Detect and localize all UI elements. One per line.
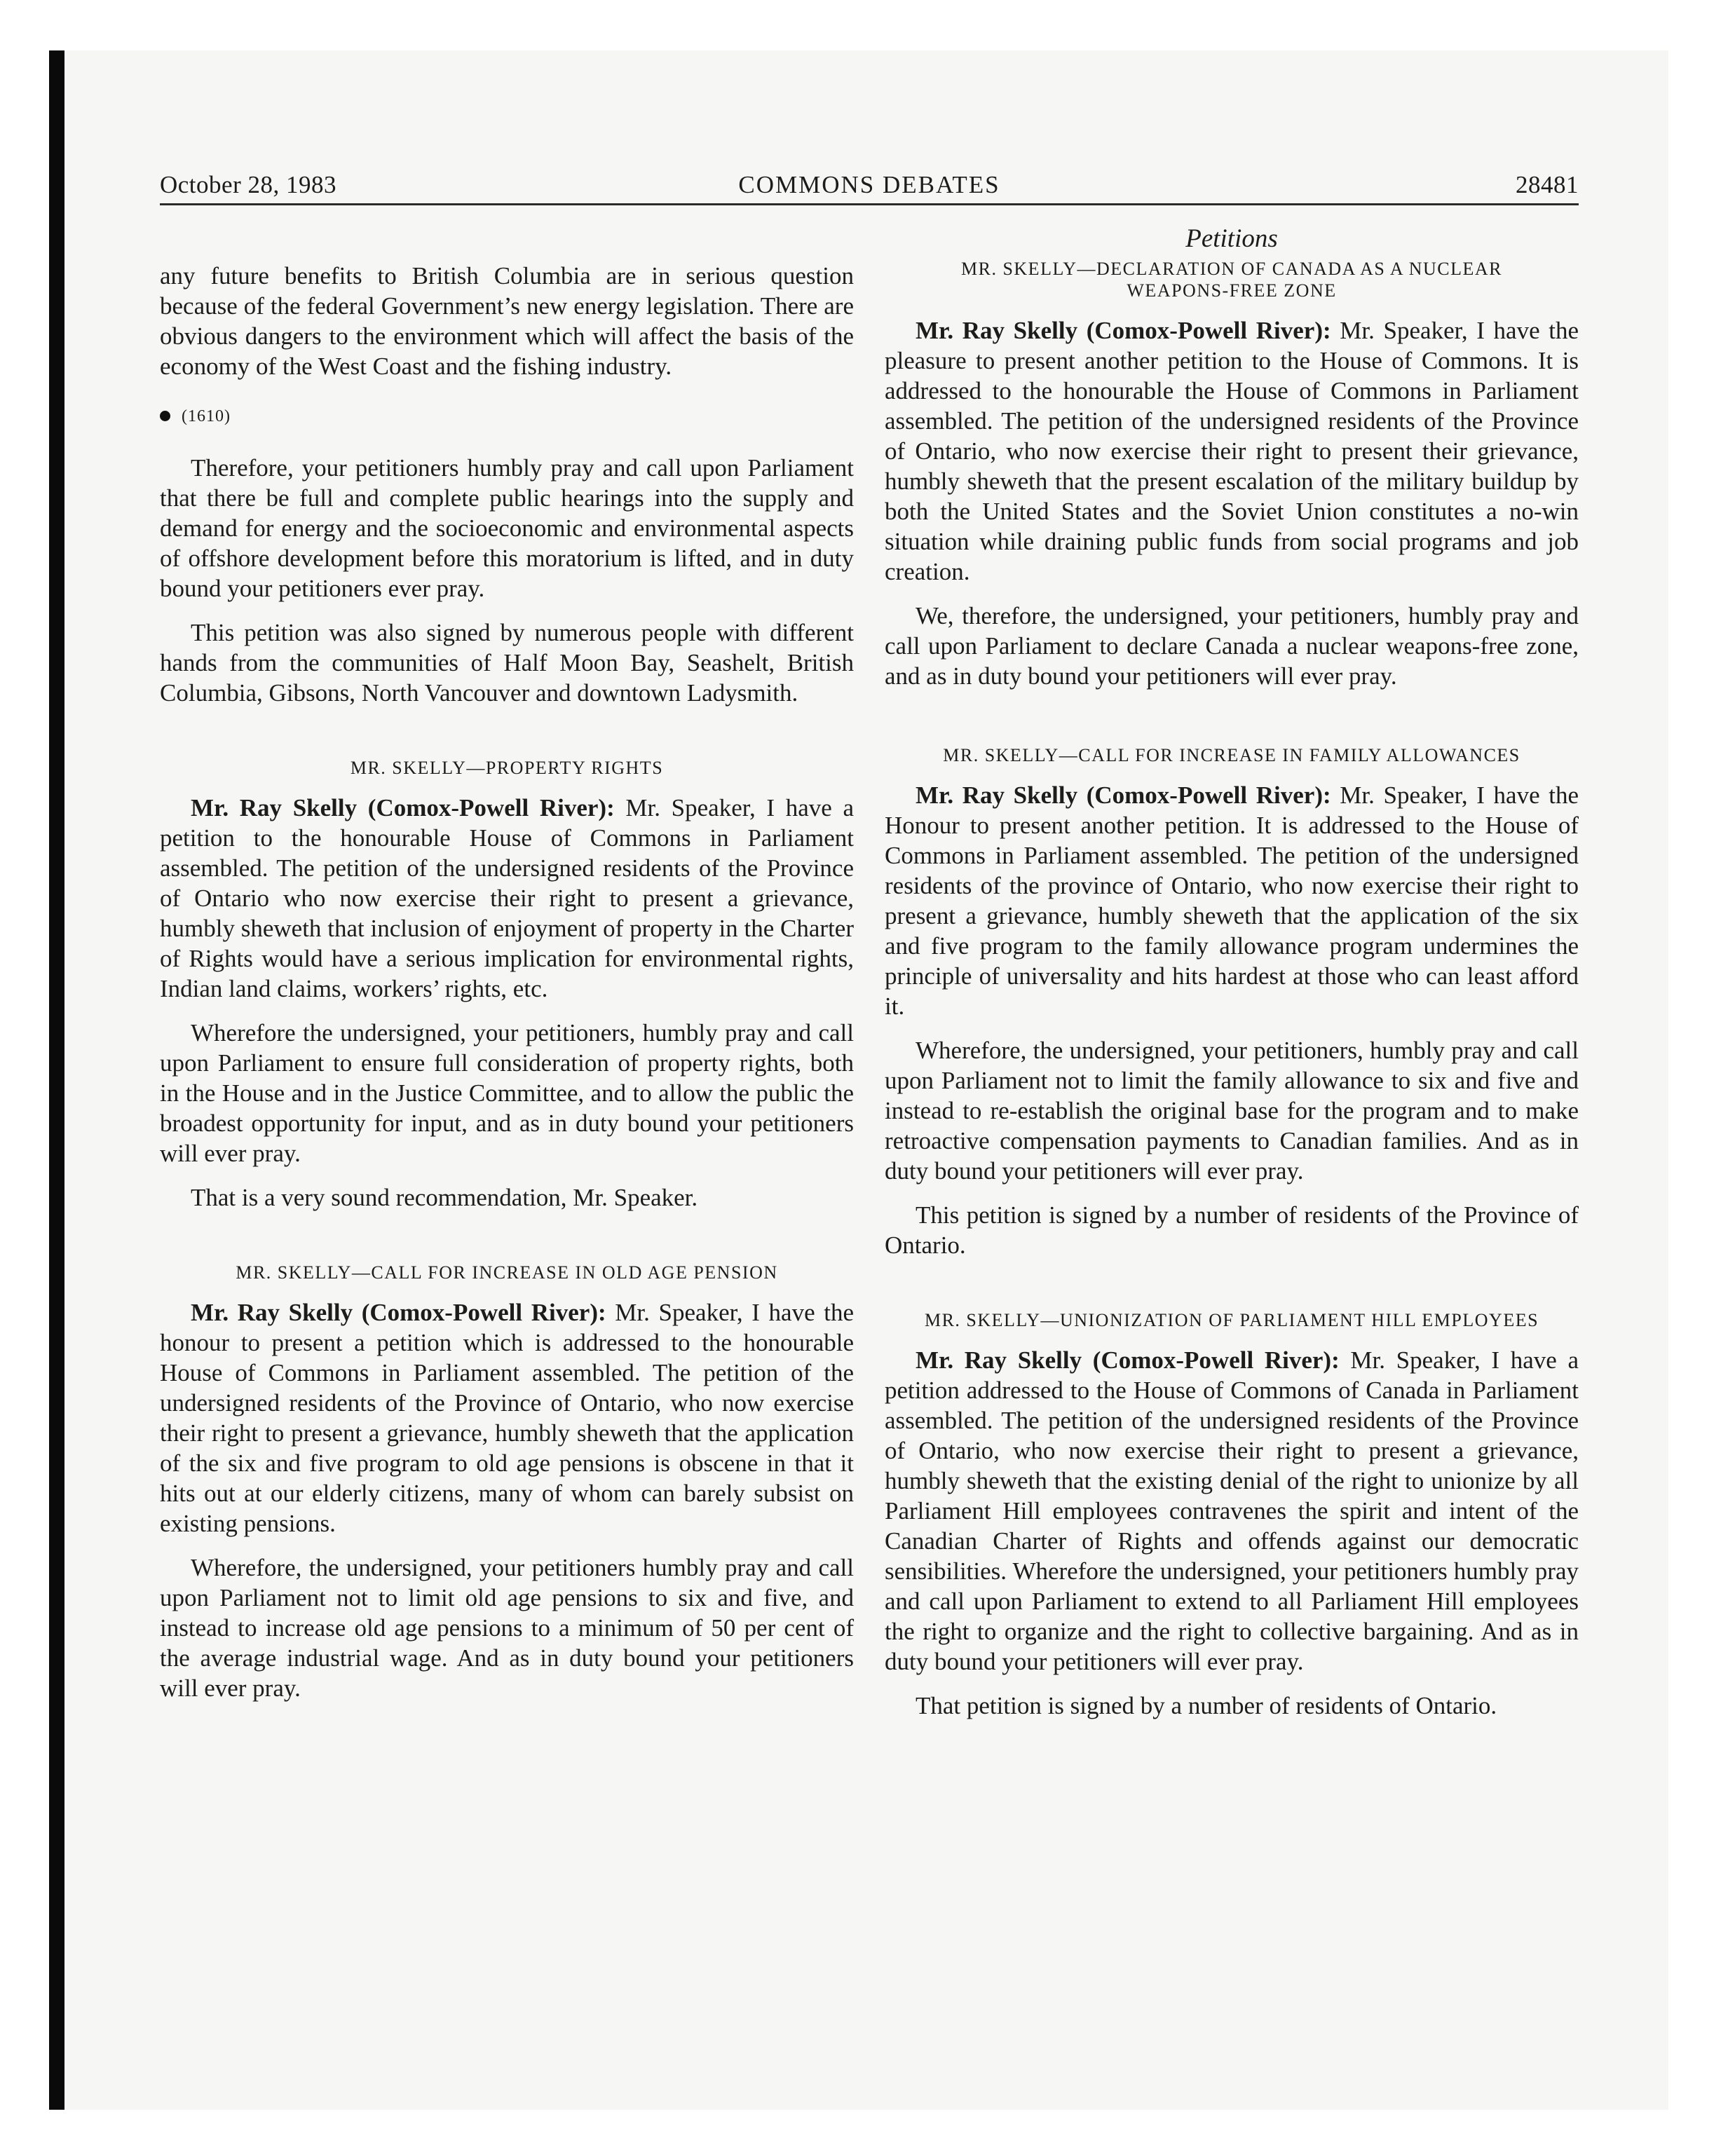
paragraph — [885, 780, 1579, 1021]
paragraph: This petition was also signed by numerous people with different hands from the communities of Half Moon Bay, Seashelt, British Columbia, Gibsons, North Vancouver and downtown Ladysmith. — [160, 619, 854, 707]
timestamp — [160, 402, 854, 430]
speaker-name: Mr. Ray Skelly (Comox-Powell River): — [916, 1346, 1340, 1374]
paragraph: Wherefore, the undersigned, your petitioners, humbly pray and call upon Parliament not to limit the family allowance to six and five and instead to re-establish the original base for the program and to make retroactive compensation payments to Canadian families. And as in duty bound your petitioners will ever pray. — [885, 1037, 1579, 1185]
header-title: COMMONS DEBATES — [738, 171, 1000, 198]
speech-text: Mr. Speaker, I have the honour to present a petition which is addressed to the honourable House of Commons in Parliament assembled. The petition of the undersigned residents of the Province of Ontario, who now exercise their right to present a grievance, humbly sheweth that the application of the six and five program to old age pensions is obscene in that it hits out at our elderly citizens, many of whom can barely subsist on existing pensions. — [160, 1299, 855, 1537]
bullet-icon — [160, 411, 170, 421]
speech-text: Mr. Speaker, I have a petition to the honourable House of Commons in Parliament assembled. The petition of the undersigned residents of the Province of Ontario who now exercise their right to present a grievance, humbly sheweth that inclusion of enjoyment of property in the Charter of Rights would have a serious implication for environmental rights, Indian land claims, workers’ rights, etc. — [160, 794, 855, 1002]
paragraph — [160, 793, 854, 1004]
timestamp-text: (1610) — [182, 407, 231, 425]
section-rubric: MR. SKELLY—UNIONIZATION OF PARLIAMENT HILL EMPLOYEES — [924, 1310, 1539, 1330]
paragraph: Therefore, your petitioners humbly pray and call upon Parliament that there be full and complete public hearings into the supply and demand for energy and the socioeconomic and environmental aspects of offshore development before this moratorium is lifted, and in duty bound your petitioners ever pray. — [160, 454, 854, 602]
speech-text: Mr. Speaker, I have the Honour to present another petition. It is addressed to the House of Commons in Parliament assembled. The petition of the undersigned residents of the province of Ontario, who now exercise their right to present a grievance, humbly sheweth that the application of the six and five program to the family allowance program undermines the principle of universality and hits hardest at those who can least afford it. — [885, 782, 1579, 1020]
speaker-name: Mr. Ray Skelly (Comox-Powell River): — [916, 317, 1331, 344]
speaker-name: Mr. Ray Skelly (Comox-Powell River): — [191, 1299, 606, 1326]
speaker-name: Mr. Ray Skelly (Comox-Powell River): — [191, 794, 615, 821]
speaker-name: Mr. Ray Skelly (Comox-Powell River): — [916, 782, 1331, 809]
paragraph — [885, 315, 1579, 587]
section-rubric: MR. SKELLY—DECLARATION OF CANADA AS A NUCLEAR WEAPONS-FREE ZONE — [960, 259, 1502, 301]
scan-border — [49, 50, 64, 2110]
speech-text: Mr. Speaker, I have the pleasure to present another petition to the House of Commons. It is addressed to the honourable the House of Commons in Parliament assembled. The petition of the undersigned residents of the Province of Ontario, who now exercise their right to present their grievance, humbly sheweth that the present escalation of the military buildup by both the United States and the Soviet Union constitutes a no-win situation while draining public funds from social programs and job creation. — [885, 317, 1579, 585]
paragraph: Wherefore, the undersigned, your petitioners humbly pray and call upon Parliament not to limit old age pensions to six and five, and instead to increase old age pensions to a minimum of 50 per cent of the average industrial wage. And as in duty bound your petitioners will ever pray. — [160, 1554, 854, 1702]
section-rubric: MR. SKELLY—PROPERTY RIGHTS — [350, 758, 664, 778]
paragraph: Wherefore the undersigned, your petitioners, humbly pray and call upon Parliament to ensure full consideration of property rights, both in the House and in the Justice Committee, and to allow the public the broadest opportunity for input, and as in duty bound your petitioners will ever pray. — [160, 1019, 854, 1167]
paragraph: We, therefore, the undersigned, your petitioners, humbly pray and call upon Parliament to declare Canada a nuclear weapons-free zone, and as in duty bound your petitioners will ever pray. — [885, 602, 1579, 690]
speech-text: Mr. Speaker, I have a petition addressed to the House of Commons of Canada in Parliament assembled. The petition of the undersigned residents of the Province of Ontario, who now exercise their right to present a grievance, humbly sheweth that the existing denial of the right to unionize by all Parliament Hill employees contravenes the spirit and intent of the Canadian Charter of Rights and offends against our democratic sensibilities. Wherefore the undersigned, your petitioners humbly pray and call upon Parliament to extend to all Parliament Hill employees the right to organize and the right to collective bargaining. And as in duty bound your petitioners will ever pray. — [885, 1346, 1579, 1675]
section-title: Petitions — [1185, 224, 1278, 253]
header-page-number: 28481 — [1516, 171, 1579, 198]
page-header — [160, 171, 1579, 205]
header-date: October 28, 1983 — [160, 171, 336, 198]
left-column — [160, 224, 854, 1703]
right-column — [885, 224, 1579, 1721]
section-rubric: MR. SKELLY—CALL FOR INCREASE IN OLD AGE PENSION — [236, 1262, 778, 1283]
section-rubric: MR. SKELLY—CALL FOR INCREASE IN FAMILY ALLOWANCES — [943, 745, 1520, 765]
paragraph — [160, 1297, 854, 1538]
paragraph — [885, 1345, 1579, 1677]
paragraph: That petition is signed by a number of residents of Ontario. — [916, 1692, 1497, 1719]
paragraph: That is a very sound recommendation, Mr. Speaker. — [191, 1184, 698, 1211]
paragraph: any future benefits to British Columbia are in serious question because of the federal Government’s new energy legislation. There are obvious dangers to the environment which will affect the basis of the economy of the West Coast and the fishing industry. — [160, 262, 854, 380]
paragraph: This petition is signed by a number of residents of the Province of Ontario. — [885, 1201, 1579, 1259]
